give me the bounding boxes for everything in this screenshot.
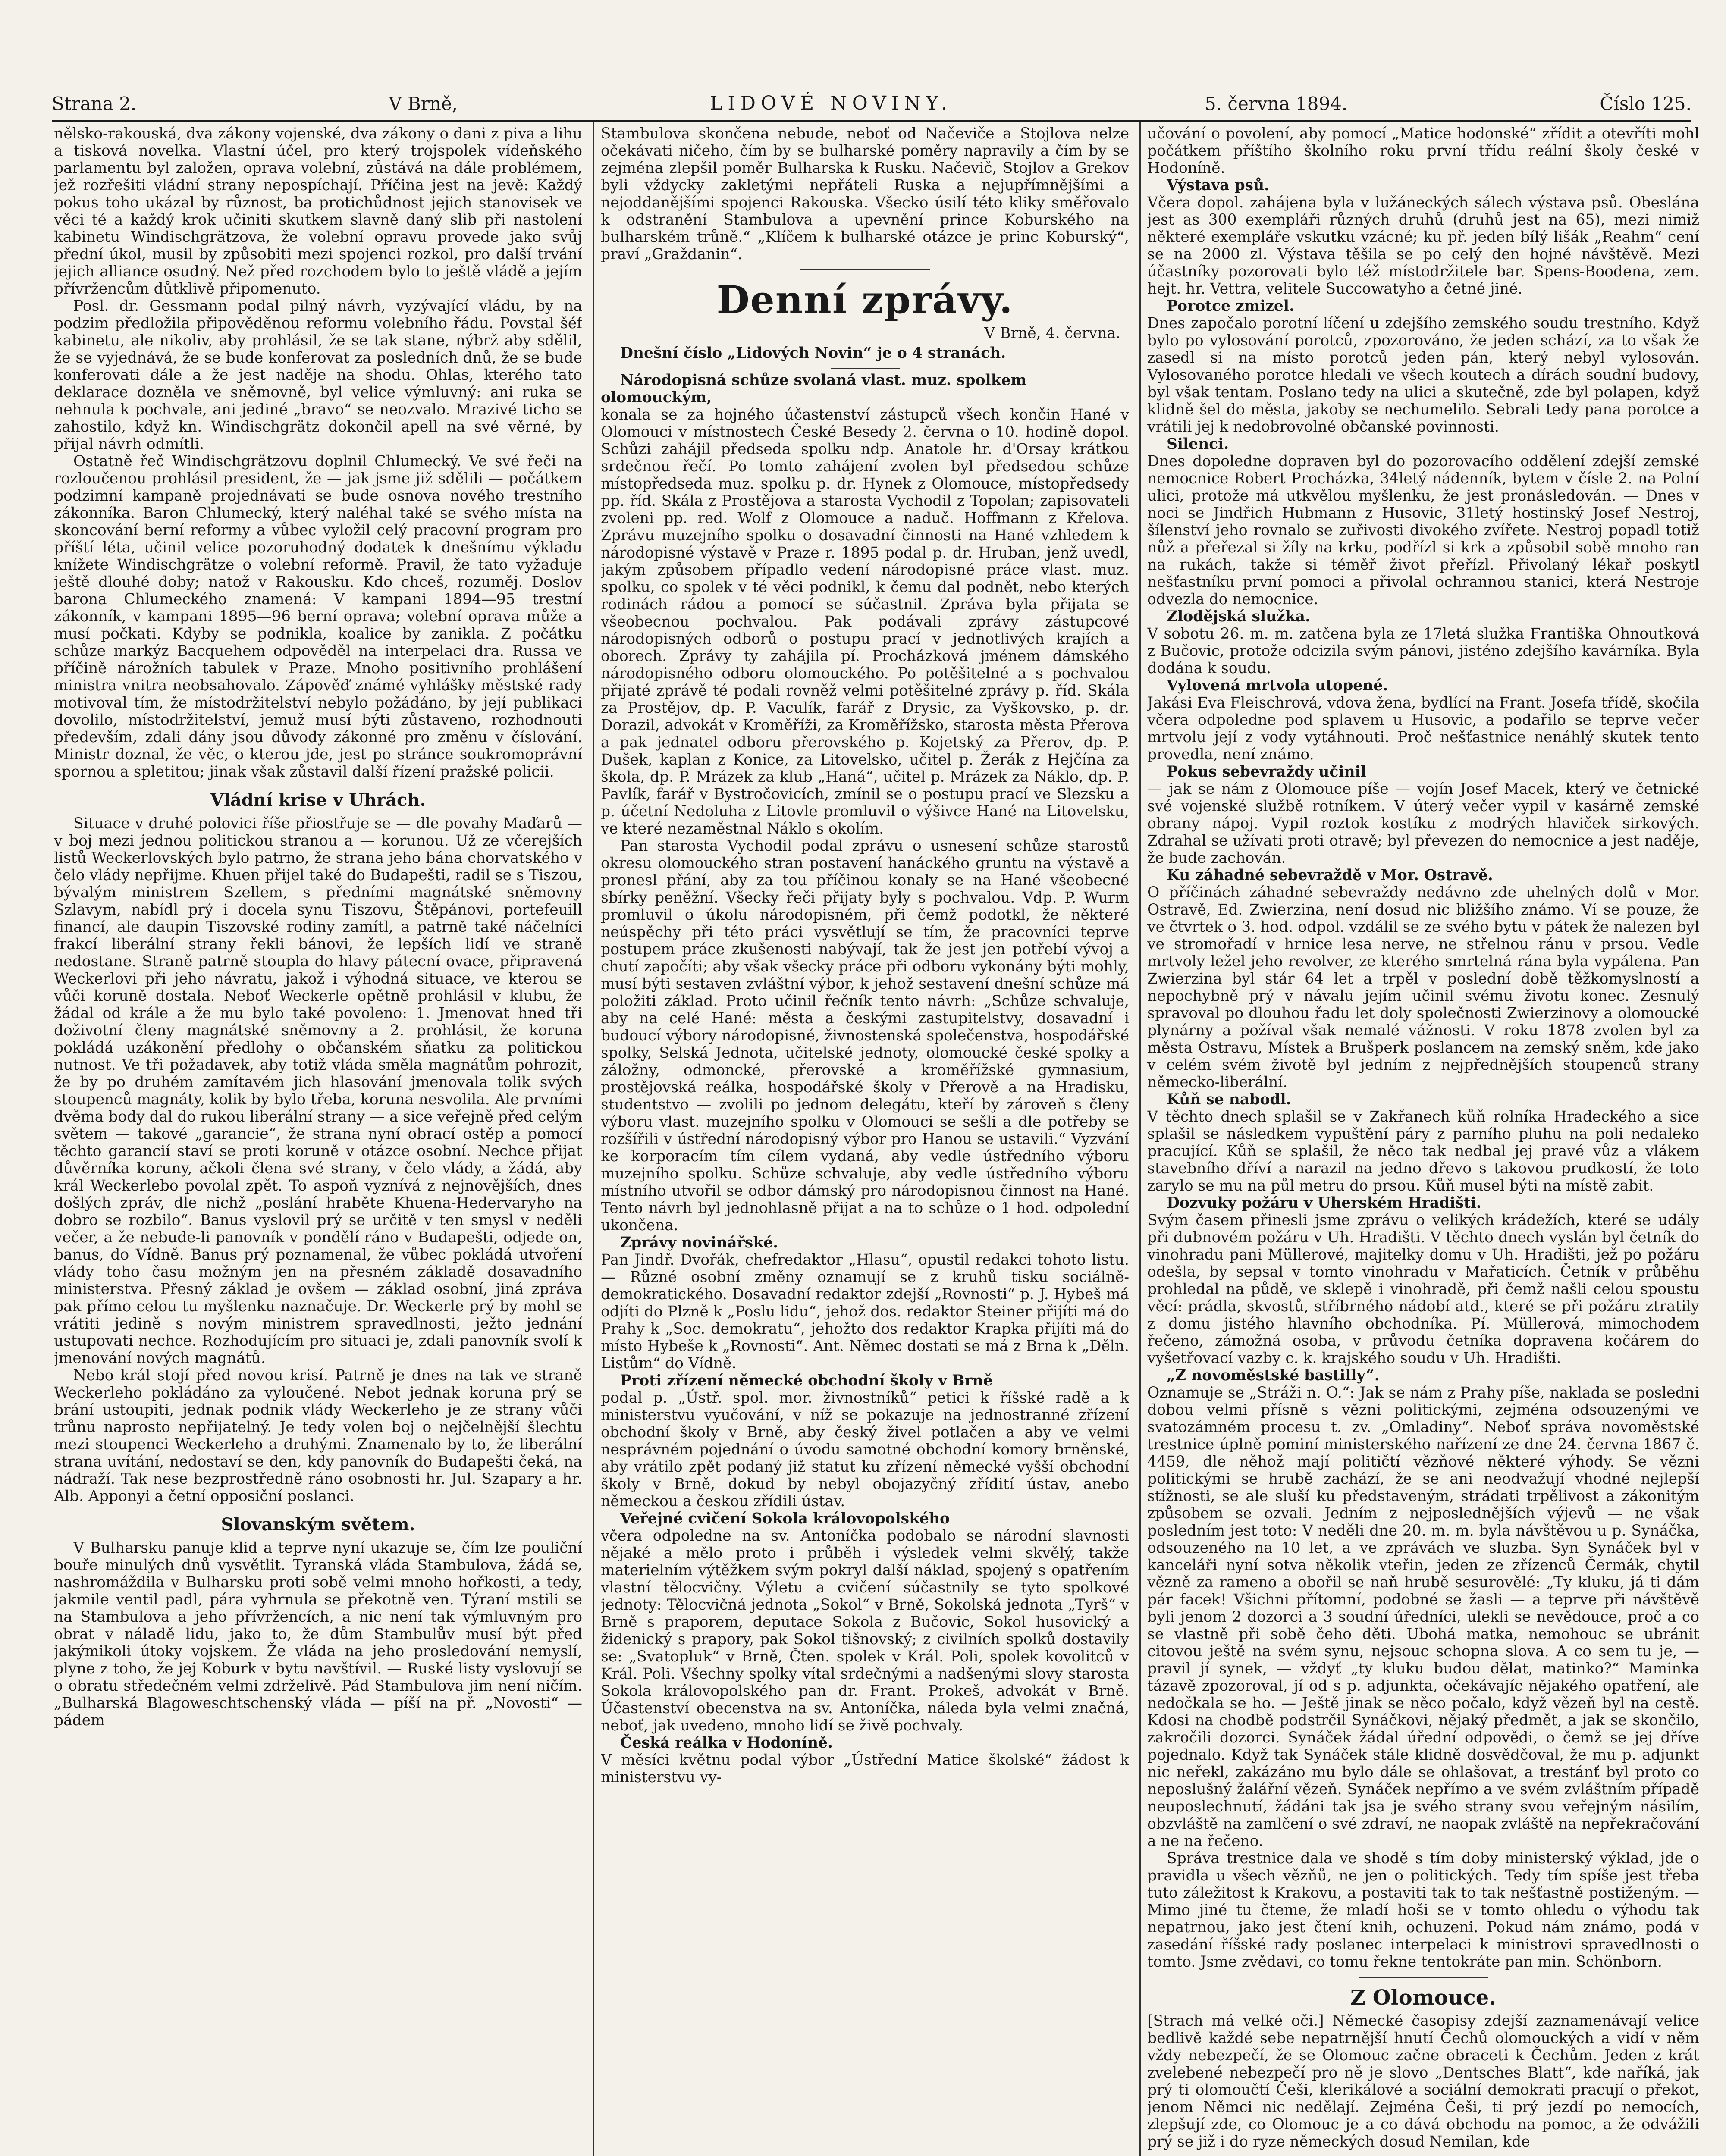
- article-text: Ostatně řeč Windischgrätzovu doplnil Chlumecký. Ve své řeči na rozloučenou prohlásil president, že — jak jsme již sdělili — počátkem podzimní kampaně projednávati se bude osnova nového trestního zákonníka. Baron Chlumecký, který naléhal také se svého místa na skoncování berní reformy a vůbec vyložil celý pracovní program pro příští léta, učinil velice pozoruhodný dodatek k dnešnímu výkladu knížete Windischgrätze o volební reformě. Pravil, že tato vyžaduje ještě dlouhé doby; natož v Rakousku. Kdo chceš, rozuměj. Doslov barona Chlumeckého znamená: V kampani 1894—95 trestní zákonník, v kampani 1895—96 berní oprava; volební oprava může a musí počkati. Kdyby se podnikla, koalice by zanikla. Z počátku schůze markýz Bacquehem odpověděl na interpelaci dra. Russa ve příčině nárožních tabulek v Praze. Mnoho positivního prohlášení ministra vnitra neobsahovalo. Zápověď známé vyhlášky městské rady motivoval tím, že místodržitelství nebylo požádáno, by její publikaci dovolilo, místodržitelství, jemuž musí býti zůstaveno, rozhodnouti především, zdali dány jsou důvody zákonné pro změnu v číslování. Ministr doznal, že věc, o kterou jde, jest po stránce soukromoprávní spornou a spletitou; jinak však zůstavil další řízení pražské policii.: [54, 453, 582, 780]
- article-text: Posl. dr. Gessmann podal pilný návrh, vyzývající vládu, by na podzim předložila připověděnou reformu volebního řádu. Povstal šéf kabinetu, ale nikoliv, aby prohlásil, že se tak stane, nýbrž aby sdělil, že se vyjednává, že se bude konferovat za posledních dnů, že se bude konferovati dále a že jest naděje na shodu. Ohlas, kterého tato deklarace dozněla ve sněmovně, byl velice výmluvný: ani ruka se nehnula k pochvale, ani jediné „bravo“ se neozvalo. Mrazivé ticho se zahostilo, když kn. Windischgrätz dokončil apell na své věrné, by přijal návrh odmítli.: [54, 298, 582, 453]
- section-heading: Vládní krise v Uhrách.: [210, 790, 426, 810]
- article-text: O příčinách záhadné sebevraždy nedávno zde uhelných dolů v Mor. Ostravě, Ed. Zwierzina, není dosud nic bližšího známo. Ví se pouze, že ve čtvrtek o 3. hod. odpol. vzdálil se ze svého bytu v pátek že nalezen byl ve stromořadí v hrnice lesa nerve, ne střelnou ránu v prsou. Vedle mrtvoly ležel jeho revolver, ze kterého smrtelná rána byla vypálena. Pan Zwierzina byl stár 64 let a trpěl v poslední době těžkomyslností a nepochybně prý v návalu jejím učinil svému životu konec. Zesnulý spravoval po dlouhou řadu let doly společnosti Zwierzinovy a olomoucké plynárny a požíval však nemalé vážnosti. V roku 1878 zvolen byl za města Ostravu, Místek a Brušperk poslancem na zemský sněm, kde jako v celém svém životě byl jedním z nejpřednějších stoupenců strany německo-liberální.: [1147, 884, 1699, 1091]
- news-heading: Česká reálka v Hodoníně.: [620, 1734, 833, 1752]
- article-text: Pan starosta Vychodil podal zprávu o usnesení schůze starostů okresu olomouckého stran postavení hanáckého gruntu na výstavě a pronesl přání, aby za tou příčinou konaly se na Hané všeobecné sbírky peněžní. Všecky řeči přijaty byly s pochvalou. Vdp. P. Wurm promluvil o úkolu národopisném, při čemž podotkl, že některé neúspěchy při této práci vysvětlují se tím, že pracovníci teprve postupem práce zkušenosti nabývají, tak že jest jen potřebí vývoj a chutí započíti; aby však všecky práce při odboru vykonány býti mohly, musí býti sestaven zvláštní výbor, k jehož sestavení dnešní schůze má položiti základ. Proto učinil řečník tento návrh: „Schůze schvaluje, aby na celé Hané: města a českými zastupitelstvy, dosavadní i budoucí výbory národopisné, živnostenská společenstva, hospodářské spolky, Selská Jednota, učitelské jednoty, olomoucké české spolky a záložny, odmoncké, přerovské a kroměřížské gymnasium, prostějovská reálka, hospodářské školy v Přerově a na Hradisku, studentstvo — zvolili po jednom delegátu, kteří by zároveň s členy výboru vlast. muzejního spolku v Olomouci se sešli a dle potřeby se rozšířili v ústřední národopisný výbor pro Hanou se ustavili.“ Vyzvání ke korporacím tím cílem vydaná, aby vedle ústředního výboru muzejního spolku. Schůze schvaluje, aby vedle ústředního výboru místního utvořil se odbor dámský pro národopisnou činnost na Hané. Tento návrh byl jednohlasně přijat a na to schůze o 1 hod. odpolední ukončena.: [601, 837, 1129, 1234]
- dateline: V Brně, 4. června.: [984, 325, 1120, 342]
- news-heading: Vylovená mrtvola utopené.: [1167, 677, 1388, 694]
- column-3: [1147, 125, 1699, 2156]
- issue-number: Číslo 125.: [1600, 93, 1691, 114]
- article-text: podal p. „Ústř. spol. mor. živnostníků“ petici k říšské radě a k ministerstvu vyučování, v níž se pokazuje na jednostranné zřízení obchodní školy v Brně, aby český živel potlačen a aby ve velmi nesprávném pojednání o úvodu samotné obchodní komory brněnské, aby vrátilo zpět podaný již statut ku zřízení německé vyšší obchodní školy v Brně, dokud by nebyl obojazyčný zřídití ústav, anebo německou a českou zřídili ústav.: [601, 1389, 1129, 1510]
- column-rule: [593, 122, 594, 2156]
- article-text: včera odpoledne na sv. Antoníčka podobalo se národní slavnosti nějaké a mělo proto i průběh i výsledek velmi skvělý, takže materielním výtěžkem svým pokryl další náklad, spojený s opatřením vlastní tělocvičny. Výletu a cvičení súčastnily se tyto spolkové jednoty: Tělocvičná jednota „Sokol“ v Brně, Sokolská jednota „Tyrš“ v Brně s praporem, deputace Sokola z Bučovic, Sokol husovický a židenický s prapory, pak Sokol tišnovský; z civilních spolků dostavily se: „Svatopluk“ v Brně, Čten. spolek v Král. Poli, spolek kovolitců v Král. Poli. Všechny spolky vítal srdečnými a nadšenými slovy starosta Sokola královopolského pan dr. Frant. Prokeš, advokát v Brně. Účastenství obecenstva na sv. Antoníčka, náleda byla velmi značná, neboť, jak uvedeno, mnoho lidí se živě pochvaly.: [601, 1527, 1129, 1734]
- article-text: Pan Jindř. Dvořák, chefredaktor „Hlasu“, opustil redakci tohoto listu. — Různé osobní změny oznamují se z kruhů tisku sociálně-demokratického. Dosavadní redaktor zdejší „Rovnosti“ p. J. Hybeš má odjíti do Plzně k „Poslu lidu“, jehož dos. redaktor Steiner přijíti má do Prahy k „Soc. demokratu“, jehožto dos redaktor Krapka přijíti má do místo Hybeše k „Rovnosti“. Ant. Němec dostati se má z Brna k „Děln. Listům“ do Vídně.: [601, 1251, 1129, 1372]
- column-rule: [1139, 122, 1141, 2156]
- news-heading: Dozvuky požáru v Uherském Hradišti.: [1167, 1194, 1481, 1212]
- news-heading: Výstava psů.: [1167, 177, 1270, 194]
- divider: [831, 368, 900, 369]
- article-text: nělsko-rakouská, dva zákony vojenské, dva zákony o dani z piva a lihu a tisková novelka. Vlastní účel, pro který trojspolek vídeňského parlamentu byl založen, oprava volební, zůstává na dále problémem, jež rozřešiti vládní strany nepospíchají. Příčina jest na jevě: Každý pokus toho ukázal by různost, ba protichůdnost jejich stanovisek ve věci té a každý krok učiniti skutkem slavně daný slib při nastolení kabinetu Windischgrätzova, že volební opravu provede jako svůj přední úkol, musil by způsobiti mezi spojenci rozkol, pro další trvání jejich alliance osudný. Než před rozchodem bylo to ještě vládě a jejím přívržencům důtklivě připomenuto.: [54, 125, 582, 298]
- article-text: V těchto dnech splašil se v Zakřanech kůň rolníka Hradeckého a sice splašil se následkem vypuštění páry z parního pluhu na poli nedaleko pracující. Kůň se splašil, že něco tak nedbal jej pravé vůz a vlákem stavebního dříví a narazil na jedno dřevo s takovou prudkostí, že toto zarylo se mu na půl metru do prsou. Kůň musel býti na místě zabit.: [1147, 1108, 1699, 1194]
- news-heading: Porotce zmizel.: [1167, 298, 1294, 315]
- article-text: konala se za hojného účastenství zástupců všech končin Hané v Olomouci v místnostech České Besedy 2. června o 10. hodině dopol. Schůzi zahájil předseda spolku ndp. Anatole hr. d'Orsay krátkou srdečnou řečí. Po tomto zahájení zvolen byl předsedou schůze místopředseda muz. spolku p. dr. Hynek z Olomouce, místopředsedy pp. říd. Skála z Prostějova a starosta Vychodil z Topolan; zapisovateli zvoleni pp. red. Wolf z Olomouce a naduč. Hoffmann z Křelova. Zprávu muzejního spolku o dosavadní činnosti na Hané vzhledem k národopisné výstavě v Praze r. 1895 podal p. dr. Hruban, jenž uvedl, jakým způsobem případlo vedení národopisné práce vlast. muz. spolku, co spolek v té věci podnikl, k čemu dal podnět, nebo kterých rodinách rádou a pomocí se súčastnil. Zpráva byla přijata se všeobecnou pochvalou. Pak podávali zprávy zástupcové národopisných odborů o postupu prací v jednotlivých krajích a oborech. Zprávy ty zahájila pí. Procházková jménem dámského národopisného odboru olomouckého. Po potěšitelné a s pochvalou přijaté zprávě té podali rovněž velmi potěšitelné zprávy p. říd. Skála za Prostějov, dp. P. Vaculík, farář z Drysic, za Vyškovsko, p. dr. Dorazil, advokát v Kroměříži, za Kroměřížsko, starosta města Přerova a pak jednatel odboru přerovského p. Kojetský za Přerov, dp. P. Dušek, kaplan z Konice, za Litovelsko, učitel p. Žerák z Hejčína za škola, dp. P. Mrázek za klub „Haná“, učitel p. Mrázek za Náklo, dp. P. Pavlík, farář v Bystročovicích, zmínil se o postupu prací ve Slezsku a p. účetní Nedoluha z Litovle promluvil o výšivce Hané na Litovelsku, ve které nezaměstnal Náklo s okolím.: [601, 406, 1129, 837]
- article-text: Stambulova skončena nebude, neboť od Načeviče a Stojlova nelze očekávati ničeho, čím by se bulharské poměry napravily a čím by se zejména zlepšil poměr Bulharska k Rusku. Načevič, Stojlov a Grekov byli vždycky zakletými nepřáteli Ruska a nejupřímnějšími a nejoddanějšími spojenci Rakouska. Všecko úsilí této kliky směřovalo k odstranění Stambulova a upevnění prince Koburského na bulharském trůně.“ „Klíčem k bulharské otázce je princ Koburský“, praví „Graždanin“.: [601, 125, 1129, 263]
- section-heading: Slovanským světem.: [221, 1514, 415, 1535]
- news-heading: Veřejné cvičení Sokola královopolského: [620, 1510, 950, 1527]
- section-title: Denní zprávy.: [716, 277, 1014, 322]
- article-text: Nebo král stojí před novou krisí. Patrně je dnes na tak ve straně Weckerleho pokládáno za vyloučené. Nebot jednak koruna prý se brání ustoupiti, jednak podnik vlády Weckerleho je ze strany vůči trůnu naprosto nepřijatelný. Je tedy volen boj o nejčelnější šlechtu mezi stoupenci Weckerleho a druhými. Znamenalo by to, že liberální strana uvítání, nedostaví se den, kdy panovník do Budapešti čeká, na nádraží. Tak nese bezprostředně ráno osobnosti hr. Jul. Szapary a hr. Alb. Apponyi a četní opposiční poslanci.: [54, 1367, 582, 1505]
- article-text: učování o povolení, aby pomocí „Matice hodonské“ zřídit a otevříti mohl počátkem příštího školního roku první třídu reální školy české v Hodoníně.: [1147, 125, 1699, 177]
- article-text: Včera dopol. zahájena byla v lužáneckých sálech výstava psů. Obeslána jest as 300 exempláři různých druhů (druhů jest na 65), mezi nimiž některé exempláře vskutku vzácné; ku př. jeden bílý lišák „Reahm“ cení se na 2000 zl. Výstava těšila se po celý den hojné návštěvě. Mezi účastníky pozorovati bylo též místodržitele bar. Spens-Boodena, zem. hejt. hr. Vettra, velitele Succowatyho a četné jiné.: [1147, 194, 1699, 298]
- notice: Dnešní číslo „Lidových Novin“ je o 4 stranách.: [620, 345, 1006, 362]
- article-text: [Strach má velké oči.] Německé časopisy zdejší zaznamenávají velice bedlivě každé sebe nepatrnější hnutí Čechů olomouckých a vidí v něm vždy nebezpečí, že se Olomouc začne obraceti k Čechům. Jeden z krát zvelebené nebezpečí pro ně je slovo „Dentsches Blatt“, kde naříká, jak prý ti olomoučtí Češi, klerikálové a sociální demokrati pracují o překot, jenom Němci nic nedělají. Zejména Češi, ti prý jezdí po nemocích, zlepšují zde, co Olomouc je a co dává obchodu na pomoc, a že odvážili prý se již i do ryze německých dosud Nemilan, kde: [1147, 2012, 1699, 2150]
- divider: [800, 269, 930, 270]
- divider: [1359, 1977, 1488, 1978]
- article-text: V sobotu 26. m. m. zatčena byla ze 17letá služka Františka Ohnoutková z Bučovic, protože odcizila svým pánovi, jisténo zdejšího kavárníka. Byla dodána k soudu.: [1147, 625, 1699, 677]
- article-text: Dnes započalo porotní líčení u zdejšího zemského soudu trestního. Když bylo po vylosování porotců, zpozorováno, že jeden schází, za to však že zasedl si na místo porotců jeden pán, který nebyl vylosován. Vylosovaného porotce hledali ve všech koutech a dírách soudní budovy, byl však tentam. Poslano tedy na ulici a skutečně, zde byl polapen, když klidně šel do města, jakoby se nechumelilo. Sebrali tedy pana porotce a vrátili jej k nedobrovolné občanské povinnosti.: [1147, 315, 1699, 436]
- news-heading: Zprávy novinářské.: [620, 1234, 778, 1251]
- news-heading: Kůň se nabodl.: [1167, 1091, 1291, 1108]
- news-heading: Pokus sebevraždy učinil: [1167, 763, 1366, 780]
- article-text: V Bulharsku panuje klid a teprve nyní ukazuje se, čím lze pouliční bouře minulých dnů vysvětlit. Tyranská vláda Stambulova, žádá se, nashromáždila v Bulharsku proti sobě velmi mnoho hořkosti, a tedy, jakmile ventil padl, pára vyhrnula se překotně ven. Týraní mstili se na Stambulova a jeho přívržencích, a nic není tak výmluvným pro obrat v náladě lidu, jako to, že dům Stambulův musí být před jakýmikoli útoky vojskem. Že vláda na jeho prosledování nemyslí, plyne z toho, že jej Koburk v bytu navštívil. — Ruské listy vyslovují se o obratu středečném velmi zdrželivě. Pád Stambulova jim není ničím. „Bulharská Blagoweschtschenský vláda — píší na př. „Novosti“ — pádem: [54, 1539, 582, 1729]
- masthead: LIDOVÉ NOVINY.: [710, 92, 953, 114]
- news-heading: Silenci.: [1167, 436, 1229, 453]
- city-label: V Brně,: [389, 93, 458, 114]
- issue-date: 5. června 1894.: [1205, 93, 1348, 114]
- article-text: Jakási Eva Fleischrová, vdova žena, bydlící na Frant. Josefa třídě, skočila včera odpoledne pod splavem u Husovic, a podařilo se teprve večer mrtvolu její z vody vytáhnouti. Proč nešťastnice nenáhlý skutek tento provedla, není známo.: [1147, 694, 1699, 763]
- column-2: [601, 125, 1129, 2156]
- article-text: — jak se nám z Olomouce píše — vojín Josef Macek, který ve četnické své vojenské službě rotníkem. V úterý večer vypil v kasárně zemské obrany nápoj. Vypil roztok kostíku z modrých hlaviček sirkových. Zdrahal se užívati proti otravě; byl převezen do nemocnice a jest naděje, že bude zachován.: [1147, 780, 1699, 867]
- news-heading: „Z novoměstské bastilly“.: [1167, 1367, 1380, 1384]
- article-text: Oznamuje se „Stráži n. O.“: Jak se nám z Prahy píše, naklada se posledni dobou velmi přísně s vězni politickými, zejména odsouzenými ve svatozámném procesu t. zv. „Omladiny“. Neboť správa novoměstské trestnice úplně pominí ministerského nařízení ze dne 24. června 1867 č. 4459, dle něhož mají političtí vězňové některé výhody. Se vězni politickými se hrubě zachází, že se ani neodvažují vhodné nejlepší stížnosti, se ale sluší ku představeným, strádati trpělivost a zákonitým způsobem se ozvali. Jedním z nejposlednějších výjevů — ne však posledním jest toto: V neděli dne 20. m. m. byla návštěvou u p. Synáčka, odsouzeného na 10 let, a ve zprávách ve sluzba. Syn Synáček byl v kanceláři nyní sotva několik vteřin, jeden ze zřízenců Čermák, chytil vězně za rameno a obořil se naň hrubě sesurovělé: „Ty kluku, já ti dám pár facek! Všichni přítomní, podobné se žasli — a teprve při návštěvě byli jenom 2 dozorci a 3 soudní úředníci, ulekli se nevědouce, proč a co se vlastně při sobě čeho děti. Ubohá matka, nemohouc se ubránit citovou ještě na svém synu, nejsouc schopna slova. A co sem tu je, — pravil jí synek, — vždyť „ty kluku budou dělat, matinko?“ Maminka tázavě zpozoroval, jí od s p. adjunkta, očekávajíc nějakého opatření, ale nedočkala se ho. — Ještě jinak se něco počalo, když vězeň byl na cestě. Kdosi na chodbě podstrčil Synáčkovi, nějaký předmět, a jak se skončilo, zakročili dozorci. Synáček žádal úřední odpovědi, o čemž se jej dříve pojednalo. Když tak Synáček stále klidně dosvědčoval, že mu p. adjunkt nic neřekl, zakázáno mu bylo dále se ohlašovat, a trestánť byl proto co neposlušný žalářní vězeň. Synáček nepřímo a ve svém zvláštním případě neuposlechnutí, žádáni tak jsa je svého strany svou veřejným násilím, obzvláště na zamlčení o své zdraví, ne naopak zvláště na nepřekračování a ne na řečeno.: [1147, 1384, 1699, 1850]
- article-text: Svým časem přinesli jsme zprávu o velikých krádežích, které se udály při dubnovém požáru v Uh. Hradišti. V těchto dnech vyslán byl četník do vinohradu pani Müllerové, majitelky domu v Uh. Hradišti, jež po požáru odešla, by sepsal v tomto vinohradu v Mařaticích. Četník v průběhu prohledal na půdě, ve sklepě i vinohradě, při čemž našli celou spoustu věcí: prádla, skvostů, stříbrného nádobí atd., které se při požáru ztratily z domu jistého hlavního obchodníka. Pí. Müllerová, mimochodem řečeno, zámožná osoba, v průvodu četníka dopravena kočárem do vyšetřovací vazby c. k. krajského soudu v Uh. Hradišti.: [1147, 1212, 1699, 1367]
- news-heading: Ku záhadné sebevraždě v Mor. Ostravě.: [1167, 867, 1493, 884]
- news-heading: Zlodějská služka.: [1167, 608, 1311, 625]
- article-text: Situace v druhé polovici říše přiostřuje se — dle povahy Maďarů — v boj mezi jednou politickou stranou a — korunou. Už ze včerejších listů Weckerlovských bylo patrno, že strana jeho bána chorvatského v čelo vlády nepřijme. Khuen přijel také do Budapešti, radil se s Tiszou, bývalým ministrem Szellem, s předními magnátské sněmovny Szlavym, nabídl prý i docela synu Tiszovu, Štěpánovi, portefeuill financí, ale daupin Tiszovské rodiny zamítl, a patrně také náčelníci frakcí liberální strany řekli bánovi, že lepších lidí ve straně nedostane. Straně patrně stoupla do hlavy pátecní ovace, připravená Weckerlovi při jeho návratu, jakož i výhodná situace, ve kterou se vůči koruně dostala. Neboť Weckerle opětně prohlásil v klubu, že žádal od krále a že mu bylo také povoleno: 1. Jmenovat hned tři doživotní členy magnátské sněmovny a 2. prohlásit, že koruna pokládá uzákonění předlohy o občanském sňatku za politickou nutnost. Ve tři požadavek, aby totiž vláda směla magnátům pohrozit, že by po druhém zamítavém jich hlasování jmenovala tolik svých stoupenců magnáty, kolik by bylo třeba, koruna nesvolila. Ale prvními dvěma body dal do rukou liberální strany — a sice veřejně před celým světem — takové „garancie“, že strana nyní obrací ostěp a pomocí těchto garancií staví se proti koruně v otázce osobní. Nechce přijat důvěrníka koruny, ačkoli člena své strany, v čelo vlády, a žádá, aby král Weckerlebo povolal zpět. To aspoň vyznívá z nejnovějších, dnes došlých zpráv, dle nichž „poslání hraběte Khuena-Hedervaryho na dobro se rozbilo“. Banus vyslovil prý se určitě v ten smysl v neděli večer, a že nebude-li panovník v pondělí ráno v Budapešti, odjede on, banus, do Vídně. Banus prý poznamenal, že vůbec pokládá utvoření vlády toho času možným jen na přesném základě dosavadního ministerstva. Přesný základ je ovšem — základ osobní, jiná zpráva pak přímo celou tu myšlenku naznačuje. Dr. Weckerle prý by mohl se vrátiti jedině s novým ministrem spravedlnosti, ježto jednání ustupovati nechce. Rozhodujícím pro situaci je, zdali panovník svolí k jmenování nových magnátů.: [54, 815, 582, 1367]
- column-1: [54, 125, 582, 2156]
- section-heading: Z Olomouce.: [1350, 1986, 1496, 2010]
- article-text: Správa trestnice dala ve shodě s tím doby ministerský výklad, jde o pravidla u všech vězňů, ne jen o politických. Tedy tím spíše jest třeba tuto záležitost k Krakovu, a postaviti tak to tak nešťastně postiženým. — Mimo jiné tu čteme, že mladí hoši se v tomto ohledu o výhodu tak nepatrnou, jako jest čtení knih, ochuzeni. Pokud nám známo, podá v zasedání říšské rady poslanec interpelaci k ministrovi spravedlnosti o tomto. Jsme zvědavi, co tomu řekne tentokráte pan min. Schönborn.: [1147, 1850, 1699, 1971]
- article-text: Dnes dopoledne dopraven byl do pozorovacího oddělení zdejší zemské nemocnice Robert Procházka, 34letý nádenník, bytem v čísle 2. na Polní ulici, protože má utkvělou myšlenku, že jest pronásledován. — Dnes v noci se Jindřich Hubmann z Husovic, 31letý hostinský Josef Nestroj, šílenství jeho rovnalo se zuřivosti divokého zvířete. Nestroj popadl totiž nůž a přeřezal si žíly na krku, podřízl si krk a způsobil sobě mnoho ran na rukách, takže si téměř život přeřízl. Přivolaný lékař poskytl nešťastníku první pomoci a přivolal ochrannou stanici, která Nestroje odvezla do nemocnice.: [1147, 453, 1699, 608]
- page-header: [52, 84, 1691, 122]
- news-heading: Proti zřízení německé obchodní školy v Brně: [620, 1372, 993, 1389]
- news-heading: Národopisná schůze svolaná vlast. muz. spolkem olomouckým,: [601, 372, 1026, 406]
- article-text: V měsíci květnu podal výbor „Ústřední Matice školské“ žádost k ministerstvu vy-: [601, 1752, 1129, 1786]
- page-number: Strana 2.: [52, 93, 137, 114]
